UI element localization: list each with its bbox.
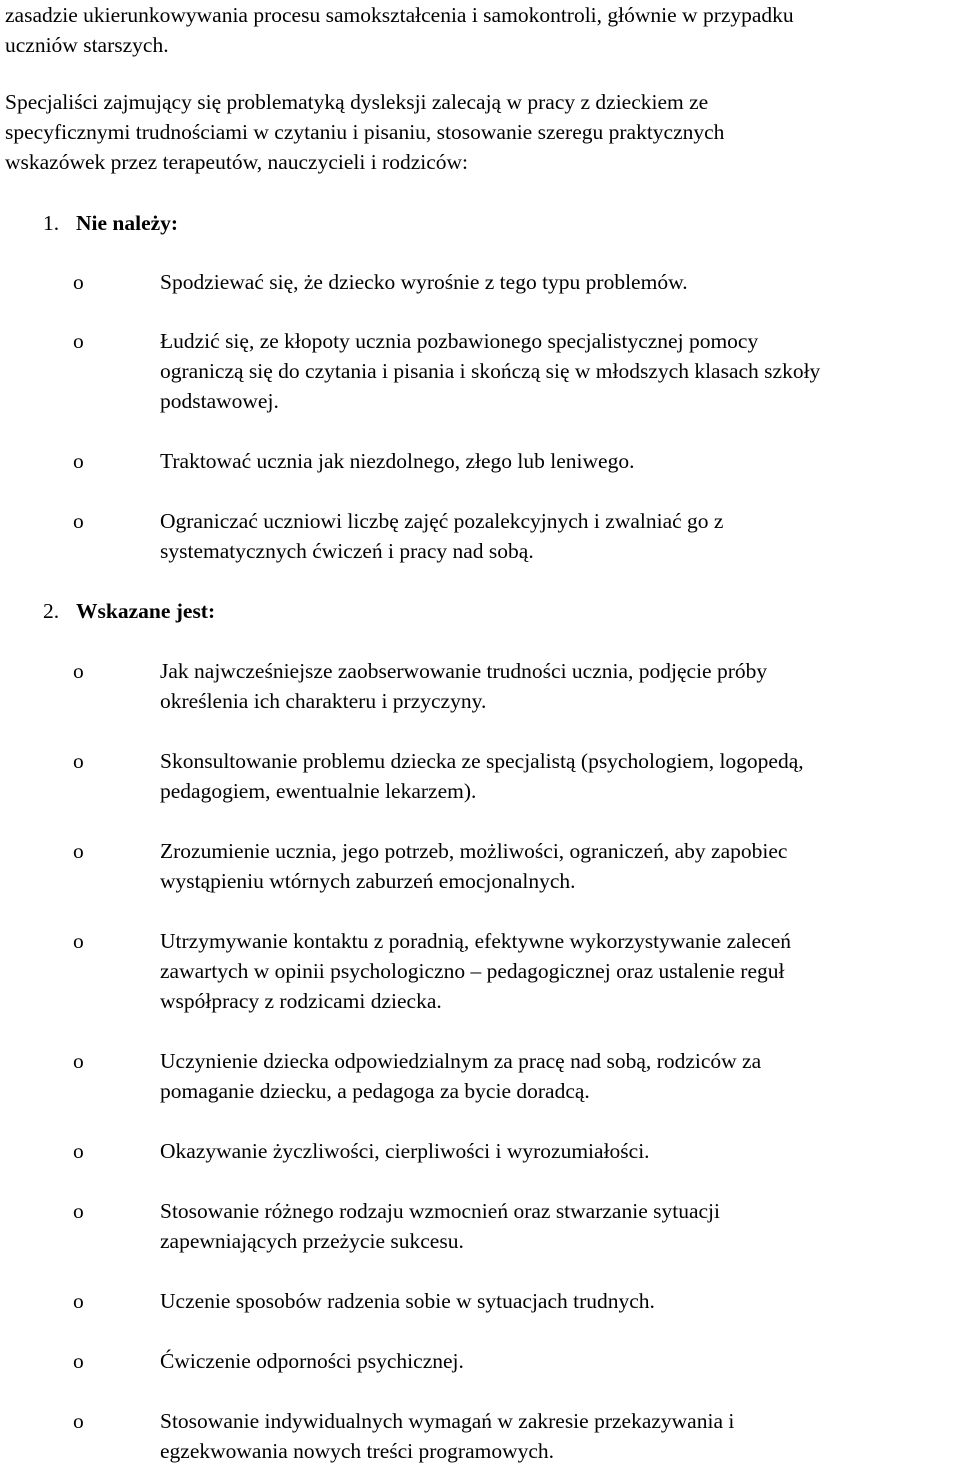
list-item-text: zapewniających przeżycie sukcesu. (160, 1229, 464, 1253)
bullet-circle-icon: o (73, 1139, 84, 1163)
section-number: 1. (43, 211, 60, 235)
bullet-circle-icon: o (73, 839, 84, 863)
bullet-circle-icon: o (73, 1349, 84, 1373)
bullet-circle-icon: o (73, 1199, 84, 1223)
list-item-text: określenia ich charakteru i przyczyny. (160, 689, 487, 713)
list-item-text: Łudzić się, ze kłopoty ucznia pozbawionego specjalistycznej pomocy (160, 329, 759, 353)
section-title: Nie należy: (76, 211, 179, 235)
list-item-text: egzekwowania nowych treści programowych. (160, 1439, 555, 1463)
list-item-text: Spodziewać się, że dziecko wyrośnie z tego typu problemów. (160, 270, 688, 294)
list-item-text: podstawowej. (160, 389, 279, 413)
list-item-text: Zrozumienie ucznia, jego potrzeb, możliwości, ograniczeń, aby zapobiec (160, 839, 788, 863)
section-number: 2. (43, 599, 60, 623)
bullet-circle-icon: o (73, 1289, 84, 1313)
list-item-text: ograniczą się do czytania i pisania i skończą się w młodszych klasach szkoły (160, 359, 821, 383)
intro-paragraph-line-3: wskazówek przez terapeutów, nauczycieli i rodziców: (5, 150, 469, 174)
list-item-text: Traktować ucznia jak niezdolnego, złego lub leniwego. (160, 449, 635, 473)
section-heading-2 (43, 596, 215, 626)
list-item-text: pomaganie dziecku, a pedagoga za bycie doradcą. (160, 1079, 590, 1103)
section-heading-1 (43, 208, 178, 238)
list-item-text: Ograniczać uczniowi liczbę zajęć pozalekcyjnych i zwalniać go z (160, 509, 724, 533)
intro-fragment-line-1: zasadzie ukierunkowywania procesu samokształcenia i samokontroli, głównie w przypadku (5, 3, 794, 27)
list-item-text: zawartych w opinii psychologiczno – pedagogicznej oraz ustalenie reguł (160, 959, 785, 983)
bullet-circle-icon: o (73, 1409, 84, 1433)
list-item-text: Ćwiczenie odporności psychicznej. (160, 1349, 464, 1373)
list-item-text: Okazywanie życzliwości, cierpliwości i wyrozumiałości. (160, 1139, 650, 1163)
bullet-circle-icon: o (73, 749, 84, 773)
intro-paragraph-line-1: Specjaliści zajmujący się problematyką dysleksji zalecają w pracy z dzieckiem ze (5, 90, 709, 114)
bullet-circle-icon: o (73, 449, 84, 473)
list-item-text: pedagogiem, ewentualnie lekarzem). (160, 779, 477, 803)
list-item-text: Uczenie sposobów radzenia sobie w sytuacjach trudnych. (160, 1289, 655, 1313)
list-item-text: Utrzymywanie kontaktu z poradnią, efektywne wykorzystywanie zaleceń (160, 929, 792, 953)
bullet-circle-icon: o (73, 270, 84, 294)
list-item-text: współpracy z rodzicami dziecka. (160, 989, 442, 1013)
list-item-text: Stosowanie różnego rodzaju wzmocnień oraz stwarzanie sytuacji (160, 1199, 720, 1223)
bullet-circle-icon: o (73, 329, 84, 353)
bullet-circle-icon: o (73, 1049, 84, 1073)
list-item-text: Stosowanie indywidualnych wymagań w zakresie przekazywania i (160, 1409, 735, 1433)
list-item-text: wystąpieniu wtórnych zaburzeń emocjonalnych. (160, 869, 576, 893)
intro-fragment-line-2: uczniów starszych. (5, 33, 169, 57)
list-item-text: Skonsultowanie problemu dziecka ze specjalistą (psychologiem, logopedą, (160, 749, 804, 773)
bullet-circle-icon: o (73, 929, 84, 953)
bullet-circle-icon: o (73, 509, 84, 533)
intro-paragraph-line-2: specyficznymi trudnościami w czytaniu i pisaniu, stosowanie szeregu praktycznych (5, 120, 725, 144)
list-item-text: Jak najwcześniejsze zaobserwowanie trudności ucznia, podjęcie próby (160, 659, 768, 683)
section-title: Wskazane jest: (76, 599, 216, 623)
list-item-text: systematycznych ćwiczeń i pracy nad sobą. (160, 539, 534, 563)
list-item-text: Uczynienie dziecka odpowiedzialnym za pracę nad sobą, rodziców za (160, 1049, 762, 1073)
bullet-circle-icon: o (73, 659, 84, 683)
